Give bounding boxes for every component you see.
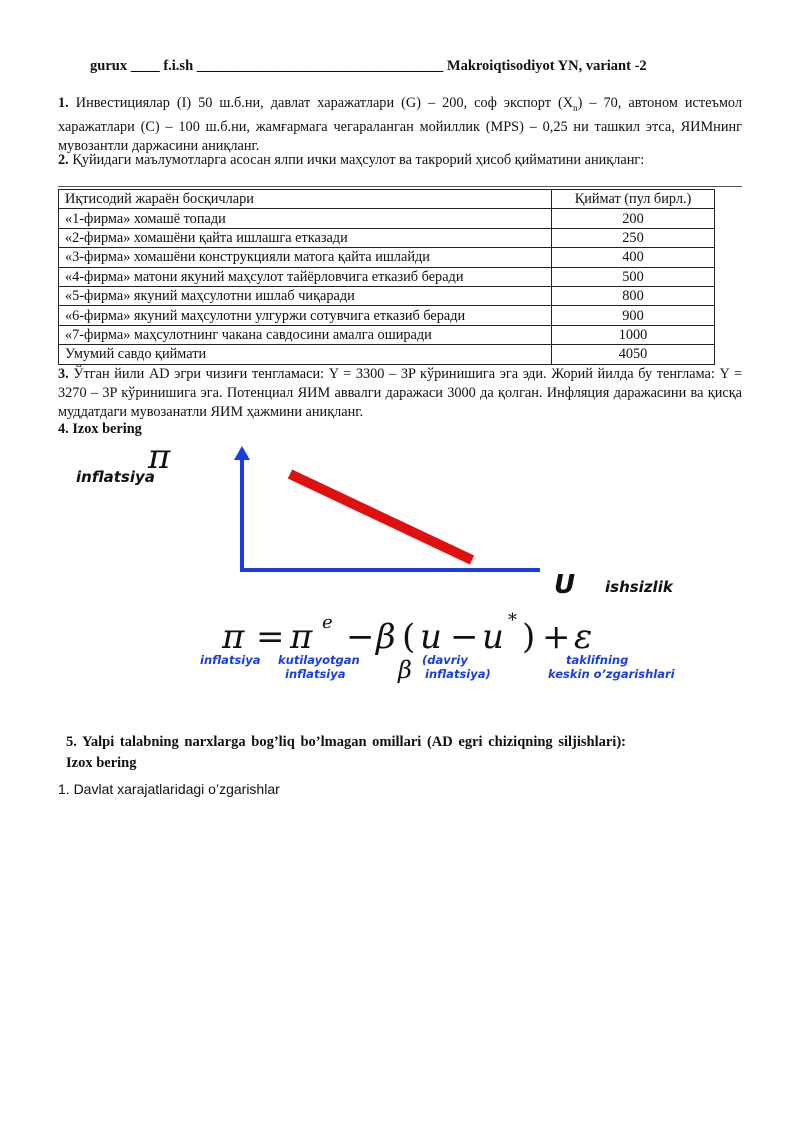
table-row bbox=[59, 248, 715, 267]
table-row bbox=[59, 286, 715, 305]
y-axis-label: inflatsiya bbox=[76, 468, 155, 486]
table-row bbox=[59, 209, 715, 228]
table-row bbox=[59, 267, 715, 286]
table-row bbox=[59, 325, 715, 344]
question-1 bbox=[58, 94, 742, 156]
phillips-curve-figure bbox=[70, 438, 730, 698]
question-3-number: 3. bbox=[58, 366, 69, 382]
question-4 bbox=[58, 420, 742, 439]
table-cell: «7-фирма» маҳсулотнинг чакана савдосини амалга оширади bbox=[59, 325, 552, 344]
table-cell: 900 bbox=[552, 306, 715, 325]
question-2-text: Қуйидаги маълумотларга асосан ялпи ички маҳсулот ва такрорий ҳисоб қийматини аниқланг: bbox=[72, 152, 645, 168]
formula-minus-2: − bbox=[450, 617, 479, 657]
formula-u: u bbox=[420, 617, 442, 657]
formula-star: * bbox=[508, 610, 517, 631]
formula-minus: − bbox=[346, 617, 375, 657]
x-axis-label: ishsizlik bbox=[605, 578, 673, 596]
label-inflation: inflatsiya bbox=[200, 653, 261, 667]
table-cell: 1000 bbox=[552, 325, 715, 344]
divider bbox=[58, 186, 742, 187]
table-cell: 250 bbox=[552, 228, 715, 247]
table-cell: 400 bbox=[552, 248, 715, 267]
table-cell: 200 bbox=[552, 209, 715, 228]
label-expected-1: kutilayotgan bbox=[278, 653, 360, 667]
table-cell: 500 bbox=[552, 267, 715, 286]
label-cyclical-1: (davriy bbox=[422, 653, 468, 667]
question-2 bbox=[58, 151, 742, 170]
question-4-number: 4. bbox=[58, 421, 69, 437]
table-row bbox=[59, 306, 715, 325]
label-expected-2: inflatsiya bbox=[285, 667, 346, 681]
question-1-number: 1. bbox=[58, 95, 69, 111]
table-cell: Умумий савдо қиймати bbox=[59, 345, 552, 364]
table-header-cell: Иқтисодий жараён босқичлари bbox=[59, 190, 552, 209]
question-3-text: Ўтган йили AD эгри чизиғи тенгламаси: Y = 3300 – 3P кўринишига эга эди. Жорий йилда бу тенглама: Y = 3270 – 3P кўринишига эга. Потенциал ЯИМ аввалги даражаси 3000 да қолган. Инфляция даражасини ва қисқа муддатдаги мувозанатли ЯИМ ҳажмини аниқланг. bbox=[58, 366, 742, 420]
table-cell: «5-фирма» якуний маҳсулотни ишлаб чиқаради bbox=[59, 286, 552, 305]
question-5: 5. Yalpi talabning narxlarga bog’liq bo’lmagan omillari (AD egri chiziqning siljishlari): Izox bering bbox=[66, 734, 626, 771]
table-total-row bbox=[59, 345, 715, 364]
label-supply-2: keskin o’zgarishlari bbox=[548, 667, 675, 681]
table-cell: «1-фирма» хомашё топади bbox=[59, 209, 552, 228]
question-2-number: 2. bbox=[58, 152, 69, 168]
header-line: gurux ____ f.i.sh __________________________________ Makroiqtisodiyot YN, variant -2 bbox=[90, 58, 647, 74]
label-cyclical-2: inflatsiya) bbox=[425, 667, 491, 681]
formula-pi-e: π bbox=[290, 617, 313, 657]
formula-labels bbox=[200, 653, 676, 681]
question-1-subscript: n bbox=[573, 102, 578, 113]
formula bbox=[221, 610, 592, 657]
table-cell: «6-фирма» якуний маҳсулотни улгуржи сотувчига етказиб беради bbox=[59, 306, 552, 325]
table-header-row bbox=[59, 190, 715, 209]
table-header-cell: Қиймат (пул бирл.) bbox=[552, 190, 715, 209]
question-3 bbox=[58, 365, 742, 422]
table-cell: 800 bbox=[552, 286, 715, 305]
table-cell: «3-фирма» хомашёни конструкцияли матога қайта ишлайди bbox=[59, 248, 552, 267]
formula-u-star: u bbox=[482, 617, 504, 657]
phillips-curve-line bbox=[290, 474, 472, 560]
formula-pi: π bbox=[222, 617, 245, 657]
question-5-item-1: 1. Davlat xarajatlaridagi o’zgarishlar bbox=[58, 781, 280, 797]
formula-beta: β bbox=[376, 617, 396, 657]
beta-symbol-small: β bbox=[398, 656, 412, 684]
formula-rparen: ) bbox=[522, 617, 536, 657]
formula-lparen: ( bbox=[402, 617, 416, 657]
question-1-text-b: ) – 70, автоном истеъмол харажатлари (C) – 100 ш.б.ни, жамғармага чегараланган мойиллик (MPS) – 0,25 ни ташкил этса, ЯИМнинг мувозантли даржасини аниқланг. bbox=[58, 95, 742, 154]
question-4-text: Izox bering bbox=[72, 421, 142, 437]
y-axis-arrow bbox=[234, 446, 250, 460]
firm-value-table bbox=[58, 189, 715, 365]
table-row bbox=[59, 228, 715, 247]
formula-plus: + bbox=[542, 617, 571, 657]
table-cell: «4-фирма» матони якуний маҳсулот тайёрловчига етказиб беради bbox=[59, 267, 552, 286]
formula-equals: = bbox=[256, 617, 285, 657]
formula-superscript-e: e bbox=[322, 612, 333, 633]
table-cell: «2-фирма» хомашёни қайта ишлашга етказади bbox=[59, 228, 552, 247]
label-supply-1: taklifning bbox=[566, 653, 629, 667]
table-cell: 4050 bbox=[552, 345, 715, 364]
question-1-text-a: Инвестициялар (I) 50 ш.б.ни, давлат харажатлари (G) – 200, соф экспорт (X bbox=[75, 95, 574, 111]
y-axis-symbol: π bbox=[148, 438, 171, 477]
formula-epsilon: ε bbox=[574, 617, 593, 657]
x-axis-symbol: U bbox=[554, 570, 576, 600]
